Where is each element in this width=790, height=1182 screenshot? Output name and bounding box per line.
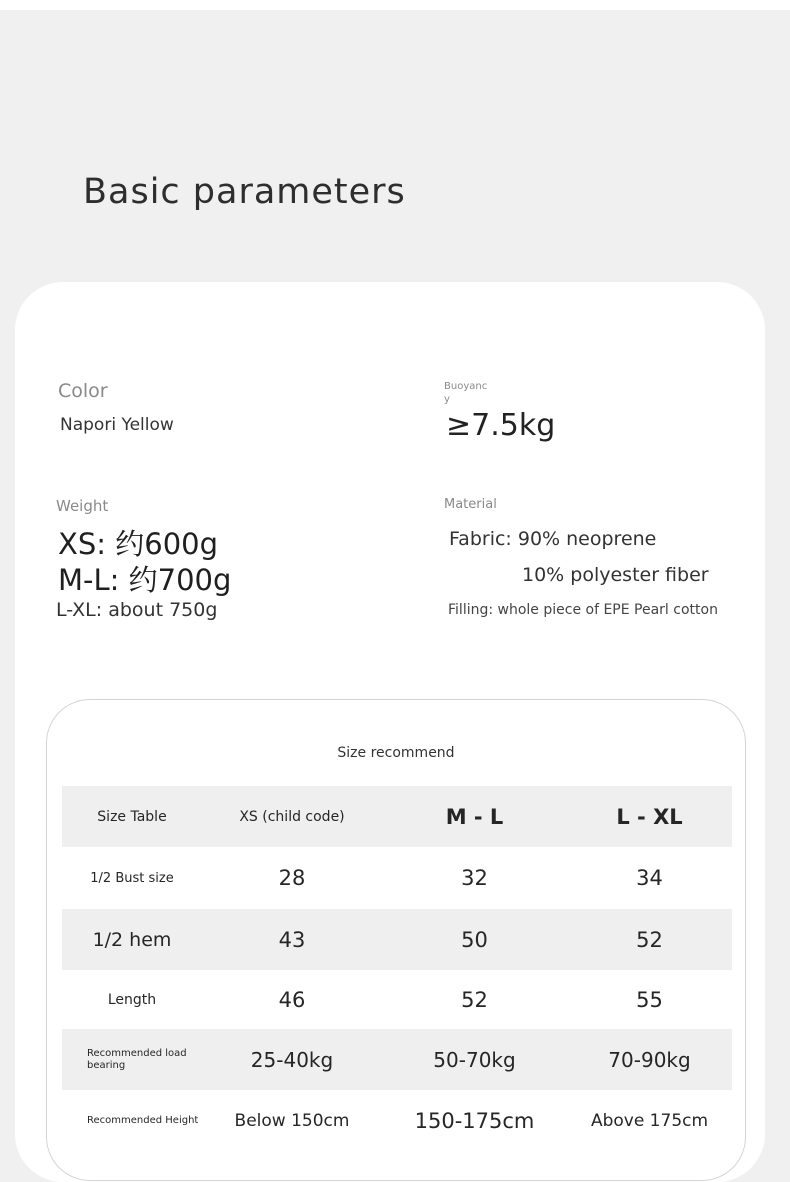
table-cell: 28 xyxy=(278,866,306,890)
table-row xyxy=(62,909,732,970)
row-label: 1/2 Bust size xyxy=(90,870,174,886)
table-cell: 25-40kg xyxy=(250,1047,334,1072)
table-cell: 52 xyxy=(461,987,488,1012)
weight-ml: M-L: 约700g xyxy=(58,563,232,597)
table-cell: 32 xyxy=(461,866,488,890)
buoyancy-label xyxy=(444,380,487,406)
weight-xs: XS: 约600g xyxy=(58,527,219,561)
table-cell: Below 150cm xyxy=(234,1111,350,1131)
material-polyester: 10% polyester fiber xyxy=(522,564,709,586)
table-cell: 43 xyxy=(278,927,306,952)
table-row xyxy=(62,847,732,909)
weight-lxl: L-XL: about 750g xyxy=(56,599,218,621)
top-strip xyxy=(0,0,790,10)
table-cell: 52 xyxy=(636,927,663,952)
buoyancy-label-line2: y xyxy=(444,394,450,405)
color-value: Napori Yellow xyxy=(60,415,174,435)
table-cell: 50 xyxy=(461,927,488,952)
material-filling: Filling: whole piece of EPE Pearl cotton xyxy=(448,602,718,618)
buoyancy-label-line1: Buoyanc xyxy=(444,381,488,392)
header-ml: M - L xyxy=(445,804,504,829)
header-xs: XS (child code) xyxy=(239,808,345,825)
material-label: Material xyxy=(444,497,497,512)
material-fabric: Fabric: 90% neoprene xyxy=(449,528,657,550)
buoyancy-value: ≥7.5kg xyxy=(446,408,556,443)
page-title: Basic parameters xyxy=(83,172,406,212)
table-row xyxy=(62,970,732,1029)
row-label: Recommended Height xyxy=(87,1115,199,1126)
header-size-table: Size Table xyxy=(97,808,167,825)
table-cell: 46 xyxy=(278,987,306,1012)
weight-label: Weight xyxy=(56,497,109,515)
table-cell: 70-90kg xyxy=(608,1047,691,1072)
table-cell: 50-70kg xyxy=(433,1047,516,1072)
table-cell: 34 xyxy=(636,866,663,890)
table-header-row xyxy=(62,786,732,847)
row-label: Recommended load bearing xyxy=(87,1047,187,1071)
size-recommend-title: Size recommend xyxy=(337,745,455,761)
color-label: Color xyxy=(58,380,108,402)
table-row xyxy=(62,1029,732,1090)
row-label: Length xyxy=(107,991,157,1008)
table-cell: Above 175cm xyxy=(590,1111,709,1131)
row-label: 1/2 hem xyxy=(92,928,172,951)
header-lxl: L - XL xyxy=(616,804,683,829)
table-cell: 150-175cm xyxy=(414,1109,535,1133)
table-cell: 55 xyxy=(636,987,663,1012)
